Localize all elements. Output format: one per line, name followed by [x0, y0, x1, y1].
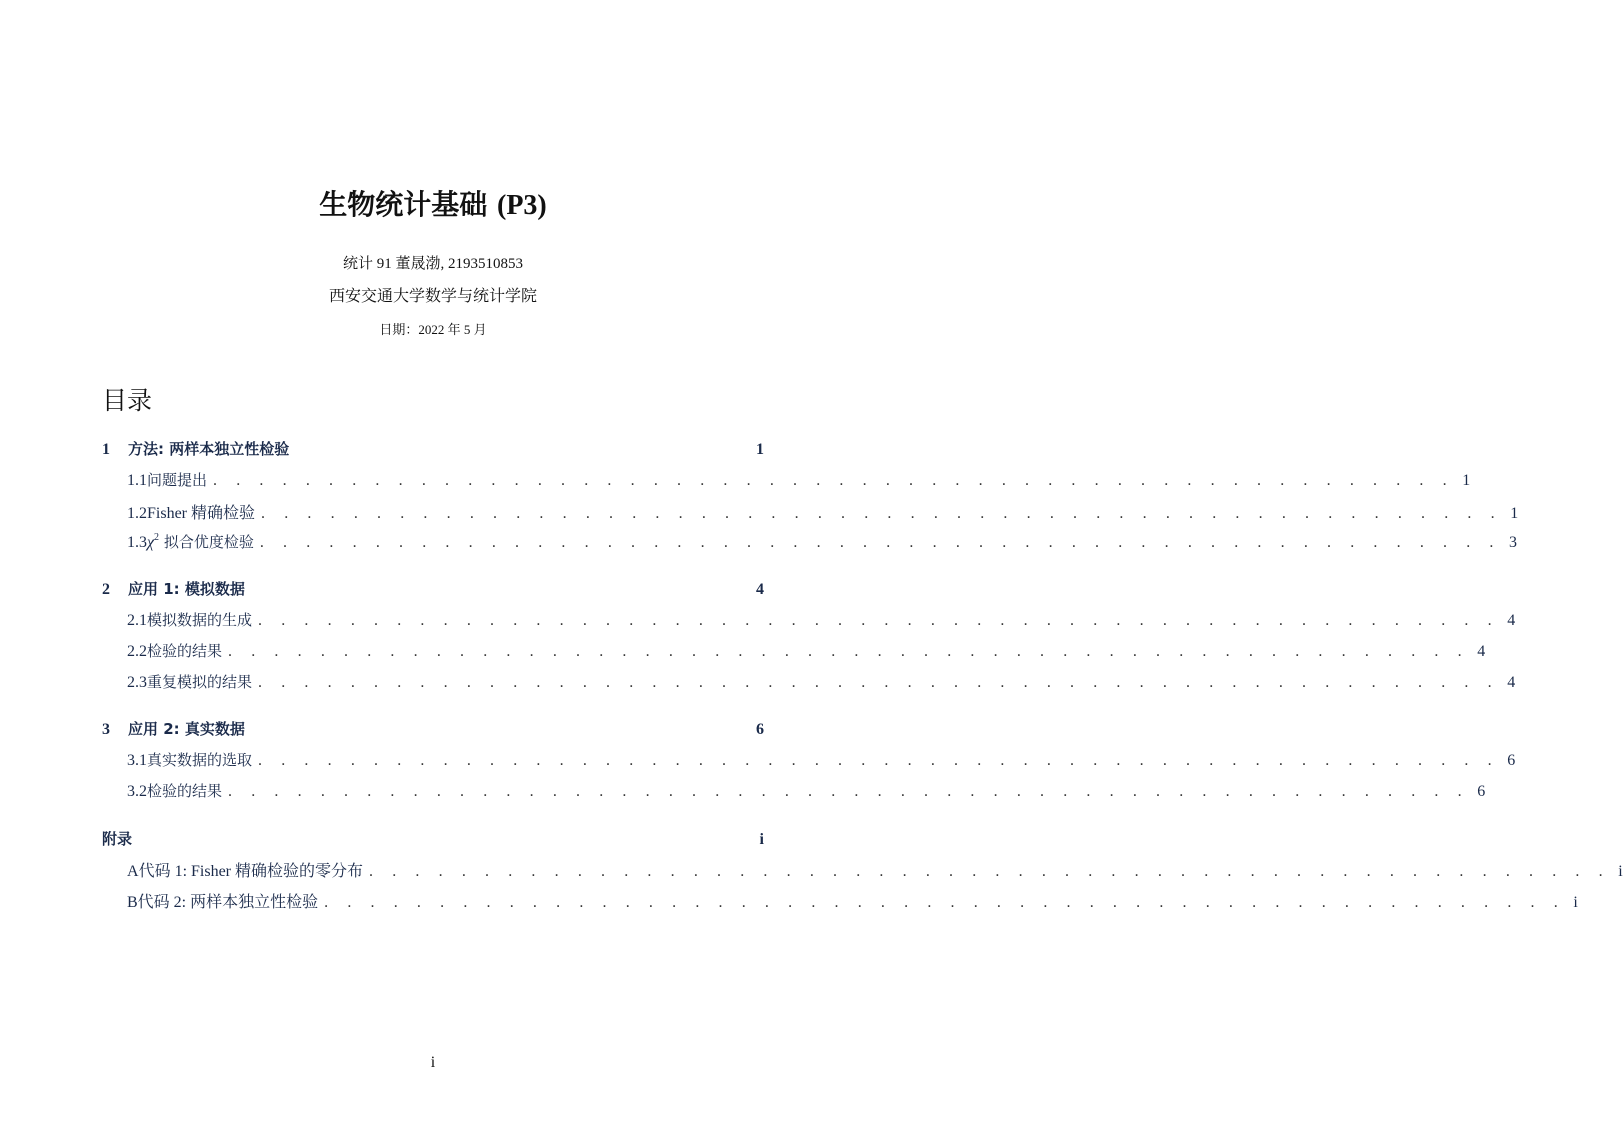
dot-leader: . . . . . . . . . . . . . . . . . . . . . . . . . . . . . . . . . . . . . . . . . . . . . . . . . . . . . . — [258, 674, 1500, 691]
document-title — [0, 183, 866, 223]
toc-number: 2.3 — [127, 674, 147, 691]
dot-leader: . . . . . . . . . . . . . . . . . . . . . . . . . . . . . . . . . . . . . . . . . . . . . . . . . . . . . . — [258, 612, 1500, 629]
toc-number: 1.2 — [127, 505, 147, 522]
author-line: 统计 91 董晟渤, 2193510853 — [342, 256, 523, 272]
toc-number: 2.2 — [127, 643, 147, 660]
toc-entry-1-2[interactable] — [102, 500, 1519, 522]
toc-label: 方法: 两样本独立性检验 — [128, 440, 290, 458]
toc-page: 6 — [1507, 752, 1516, 769]
toc-label: 重复模拟的结果 — [147, 673, 253, 691]
toc-label: 检验的结果 — [147, 642, 223, 660]
toc-number: 1 — [102, 441, 110, 458]
toc-label: 真实数据的选取 — [147, 751, 253, 769]
dot-leader: . . . . . . . . . . . . . . . . . . . . . . . . . . . . . . . . . . . . . . . . . . . . . . . . . . . . . . — [228, 783, 1470, 800]
toc-page: 1 — [1462, 472, 1471, 489]
page-number: i — [430, 1054, 436, 1071]
superscript: 2 — [154, 532, 160, 543]
toc-page: 3 — [1509, 534, 1518, 551]
toc-entry-2[interactable] — [102, 578, 764, 600]
toc-page: 6 — [756, 721, 764, 738]
affiliation-line: 西安交通大学数学与统计学院 — [328, 288, 537, 305]
toc-number: 1.3 — [127, 534, 147, 551]
toc-label-text: 拟合优度检验 — [159, 533, 254, 551]
title-cjk: 生物统计基础 — [319, 188, 488, 221]
toc-label: 模拟数据的生成 — [147, 611, 253, 629]
toc-page: 6 — [1477, 783, 1486, 800]
toc-number: 3.2 — [127, 783, 147, 800]
toc-page: 4 — [1477, 643, 1486, 660]
toc-entry-2-2[interactable] — [102, 640, 1486, 662]
title-latin: (P3) — [497, 190, 547, 221]
toc-label: 应用 1: 模拟数据 — [128, 580, 245, 598]
toc-page: 1 — [756, 441, 764, 458]
toc-entry-3-1[interactable] — [102, 749, 1516, 771]
dot-leader: . . . . . . . . . . . . . . . . . . . . . . . . . . . . . . . . . . . . . . . . . . . . . . . . . . . . . . — [258, 752, 1500, 769]
toc-page: 4 — [1507, 612, 1516, 629]
toc-page: 1 — [1510, 505, 1519, 522]
toc-entry-2-3[interactable] — [102, 671, 1516, 693]
toc-number: 2 — [102, 581, 110, 598]
toc-label: 应用 2: 真实数据 — [128, 720, 245, 738]
toc-label: 代码 1: Fisher 精确检验的零分布 — [138, 863, 364, 880]
toc-entry-2-1[interactable] — [102, 609, 1516, 631]
toc-page: 4 — [1507, 674, 1516, 691]
toc-entry-1-1[interactable] — [102, 469, 1471, 491]
dot-leader: . . . . . . . . . . . . . . . . . . . . . . . . . . . . . . . . . . . . . . . . . . . . . . . . . . . . . . — [369, 863, 1611, 880]
dot-leader: . . . . . . . . . . . . . . . . . . . . . . . . . . . . . . . . . . . . . . . . . . . . . . . . . . . . . . — [261, 505, 1503, 522]
chi-symbol: χ — [147, 534, 155, 551]
toc-number: B — [127, 894, 138, 911]
toc-entry-1-3[interactable] — [102, 531, 1518, 553]
toc-entry-a[interactable] — [102, 858, 1623, 880]
toc-number: 2.1 — [127, 612, 147, 629]
toc-entry-3-2[interactable] — [102, 780, 1486, 802]
toc-label: 代码 2: 两样本独立性检验 — [137, 894, 319, 911]
toc-page: i — [759, 831, 764, 848]
dot-leader: . . . . . . . . . . . . . . . . . . . . . . . . . . . . . . . . . . . . . . . . . . . . . . . . . . . . . . — [259, 534, 1502, 551]
date-line: 日期：2022 年 5 月 — [379, 322, 487, 337]
dot-leader: . . . . . . . . . . . . . . . . . . . . . . . . . . . . . . . . . . . . . . . . . . . . . . . . . . . . . . — [213, 472, 1455, 489]
toc-entry-appendix[interactable] — [102, 828, 764, 850]
toc-entry-b[interactable] — [102, 889, 1578, 911]
toc-label — [147, 531, 254, 552]
toc-number: A — [127, 863, 139, 880]
toc-number: 1.1 — [127, 472, 147, 489]
toc-label: Fisher 精确检验 — [147, 505, 256, 522]
toc-number: 3 — [102, 721, 110, 738]
dot-leader: . . . . . . . . . . . . . . . . . . . . . . . . . . . . . . . . . . . . . . . . . . . . . . . . . . . . . . — [324, 894, 1566, 911]
toc-label: 检验的结果 — [147, 782, 223, 800]
toc-entry-1[interactable] — [102, 438, 764, 460]
dot-leader: . . . . . . . . . . . . . . . . . . . . . . . . . . . . . . . . . . . . . . . . . . . . . . . . . . . . . . — [228, 643, 1470, 660]
toc-entry-3[interactable] — [102, 718, 764, 740]
toc-label: 问题提出 — [147, 471, 208, 489]
toc-page: i — [1618, 863, 1623, 880]
toc-number: 3.1 — [127, 752, 147, 769]
toc-label: 附录 — [102, 830, 133, 848]
toc-page: i — [1573, 894, 1578, 911]
toc-heading: 目录 — [102, 386, 153, 415]
toc-page: 4 — [756, 581, 764, 598]
